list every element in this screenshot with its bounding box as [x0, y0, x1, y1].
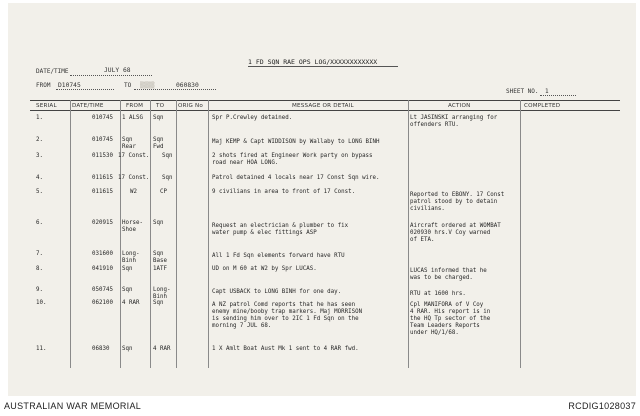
row-serial: 9.	[36, 287, 43, 293]
row-from: Sqn	[122, 266, 133, 272]
row-action: Aircraft ordered at WOMBAT 020930 hrs.V Coy warned of ETA.	[410, 223, 501, 243]
row-from: Sqn	[122, 287, 133, 293]
col-divider	[70, 100, 71, 368]
date-time-value: JULY 68	[104, 67, 131, 74]
row-from: Sqn Rear	[122, 137, 136, 150]
col-header-date-time: DATE/TIME	[72, 103, 104, 109]
archive-credit: AUSTRALIAN WAR MEMORIAL	[4, 401, 142, 411]
row-message: Request an electrician & plumber to fix water pump & elec fittings ASP	[212, 223, 349, 236]
row-serial: 8.	[36, 266, 43, 272]
row-to: 4 RAR	[153, 346, 171, 352]
col-divider	[520, 100, 521, 368]
table-head-rule	[30, 110, 620, 111]
row-to: Sqn Fwd	[153, 137, 164, 150]
to-label: TO	[124, 82, 132, 89]
row-from: W2	[130, 189, 137, 195]
row-from: Long- Binh	[122, 251, 140, 264]
row-message: A NZ patrol Comd reports that he has seen enemy mine/booby trap markers. Maj MORRISON is sending him over to 2IC 1 Fd Sqn on the morning 7 JUL 68.	[212, 302, 363, 329]
col-divider	[208, 100, 209, 368]
col-divider	[120, 100, 121, 368]
row-message: Capt USBACK to LONG BINH for one day.	[212, 289, 342, 295]
archive-id: RCDIG1028037	[568, 401, 636, 411]
table-top-rule	[30, 100, 620, 101]
row-action: Cpl MANIFORA of V Coy 4 RAR. His report is in the HQ Tp sector of the Team Leaders Reports under HQ/1/68.	[410, 302, 491, 336]
to-ghost-text: ▒▒▒▒	[140, 82, 155, 89]
col-divider	[150, 100, 151, 368]
row-date-time: 06830	[92, 346, 110, 352]
row-message: UD on M 60 at W2 by Spr LUCAS.	[212, 266, 317, 272]
col-header-from: FROM	[126, 103, 144, 109]
row-to: Sqn	[153, 220, 164, 226]
row-message: 1 X Amlt Boat Aust Mk 1 sent to 4 RAR fwd.	[212, 346, 359, 352]
row-serial: 1.	[36, 115, 43, 121]
row-date-time: 011530	[92, 153, 113, 159]
col-header-message: MESSAGE OR DETAIL	[292, 103, 354, 109]
log-title: 1 FD SQN RAE OPS LOG/XXXXXXXXXXXX	[248, 58, 378, 66]
row-date-time: 010745	[92, 115, 113, 121]
row-message: Maj KEMP & Capt WIDDISON by Wallaby to LONG BINH	[212, 139, 380, 145]
col-header-action: ACTION	[448, 103, 471, 109]
row-serial: 2.	[36, 137, 43, 143]
col-header-orig-no: ORIG No	[178, 103, 204, 109]
row-from: Sqn	[122, 346, 133, 352]
sheet-value: 1	[545, 88, 549, 95]
row-message: 2 shots fired at Engineer Work party on bypass road near HOA LONG.	[212, 153, 373, 166]
sheet-label: SHEET NO.	[506, 88, 539, 95]
col-header-completed: COMPLETED	[524, 103, 561, 109]
row-message: All 1 Fd Sqn elements forward have RTU	[212, 253, 345, 259]
col-header-serial: SERIAL	[36, 103, 57, 109]
row-date-time: 011615	[92, 189, 113, 195]
to-value: 060830	[176, 82, 199, 89]
from-value: D10745	[58, 82, 81, 89]
title-underline	[248, 66, 398, 67]
row-date-time: 031600	[92, 251, 113, 257]
from-dots	[56, 89, 114, 90]
col-divider	[408, 100, 409, 368]
row-serial: 4.	[36, 175, 43, 181]
row-serial: 6.	[36, 220, 43, 226]
row-date-time: 010745	[92, 137, 113, 143]
row-action: Reported to EBONY. 17 Const patrol stood by to detain civilians.	[410, 192, 505, 212]
to-dots	[134, 89, 216, 90]
row-date-time: 011615	[92, 175, 113, 181]
date-time-label: DATE/TIME	[36, 68, 69, 75]
row-to: CP	[160, 189, 167, 195]
sheet-dots	[540, 95, 576, 96]
row-serial: 7.	[36, 251, 43, 257]
row-date-time: 050745	[92, 287, 113, 293]
row-to: 1ATF	[153, 266, 167, 272]
row-to: Sqn Base	[153, 251, 167, 264]
row-to: Sqn	[153, 300, 164, 306]
row-to: Sqn	[153, 115, 164, 121]
row-date-time: 062100	[92, 300, 113, 306]
row-date-time: 020915	[92, 220, 113, 226]
row-serial: 3.	[36, 153, 43, 159]
col-divider	[176, 100, 177, 368]
row-date-time: 041910	[92, 266, 113, 272]
row-from: 1 ALSG	[122, 115, 143, 121]
row-message: Spr P.Crewley detained.	[212, 115, 293, 121]
row-from: 4 RAR	[122, 300, 140, 306]
date-time-dots	[70, 75, 152, 76]
row-serial: 5.	[36, 189, 43, 195]
row-serial: 10.	[36, 300, 47, 306]
row-to: Sqn	[162, 153, 173, 159]
row-message: 9 civilians in area to front of 17 Const.	[212, 189, 356, 195]
row-message: Patrol detained 4 locals near 17 Const Sqn wire.	[212, 175, 380, 181]
from-label: FROM	[36, 82, 51, 89]
row-from: 17 Const.	[118, 175, 150, 181]
row-action: LUCAS informed that he was to be charged.	[410, 268, 487, 281]
row-to: Long- Binh	[153, 287, 171, 300]
row-from: 17 Const.	[118, 153, 150, 159]
row-action: Lt JASINSKI arranging for offenders RTU.	[410, 115, 498, 128]
row-to: Sqn	[162, 175, 173, 181]
row-serial: 11.	[36, 346, 47, 352]
col-header-to: TO	[156, 103, 165, 109]
row-from: Horse- Shoe	[122, 220, 143, 233]
row-action: RTU at 1600 hrs.	[410, 291, 466, 297]
